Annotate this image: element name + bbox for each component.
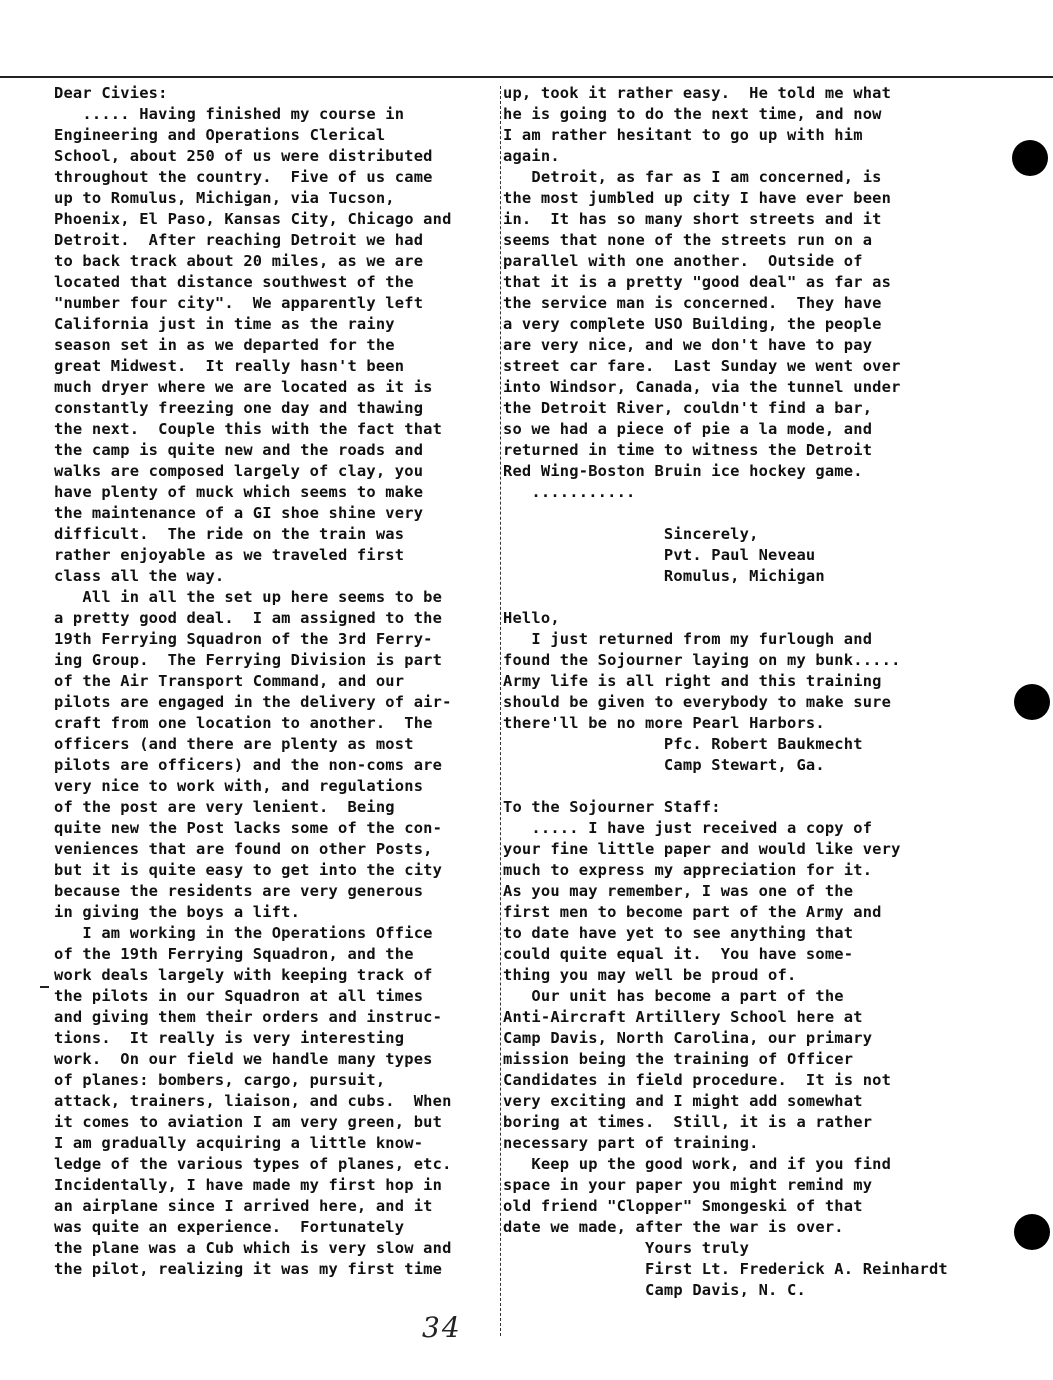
left-column-line: very nice to work with, and regulations <box>54 777 424 795</box>
left-column-line: Dear Civies: <box>54 84 168 102</box>
right-column-line: Camp Davis, North Carolina, our primary <box>503 1029 873 1047</box>
left-column-line: the maintenance of a GI shoe shine very <box>54 504 424 522</box>
left-column-line: of the 19th Ferrying Squadron, and the <box>54 945 414 963</box>
right-column-line: are very nice, and we don't have to pay <box>503 336 873 354</box>
right-column-line: Camp Stewart, Ga. <box>503 756 825 774</box>
left-column-line: craft from one location to another. The <box>54 714 433 732</box>
right-column-line: to date have yet to see anything that <box>503 924 854 942</box>
left-column-line: constantly freezing one day and thawing <box>54 399 424 417</box>
left-column-line: 19th Ferrying Squadron of the 3rd Ferry- <box>54 630 433 648</box>
right-column-line: Sincerely, <box>503 525 759 543</box>
right-column-line: he is going to do the next time, and now <box>503 105 882 123</box>
left-column-line: a pretty good deal. I am assigned to the <box>54 609 443 627</box>
page-top-edge <box>0 76 1053 78</box>
right-column-line: space in your paper you might remind my <box>503 1176 873 1194</box>
punch-hole-bottom <box>1014 1214 1050 1250</box>
right-column-line: Red Wing-Boston Bruin ice hockey game. <box>503 462 863 480</box>
left-column-line: Phoenix, El Paso, Kansas City, Chicago and <box>54 210 452 228</box>
left-column-line: of planes: bombers, cargo, pursuit, <box>54 1071 386 1089</box>
right-column-line: Keep up the good work, and if you find <box>503 1155 892 1173</box>
right-column-line: Army life is all right and this training <box>503 672 882 690</box>
right-column-line: Romulus, Michigan <box>503 567 825 585</box>
left-column-line: throughout the country. Five of us came <box>54 168 433 186</box>
left-column-line: of the Air Transport Command, and our <box>54 672 405 690</box>
left-column-line: pilots are officers) and the non-coms are <box>54 756 443 774</box>
right-column-line: in. It has so many short streets and it <box>503 210 882 228</box>
right-column-line: First Lt. Frederick A. Reinhardt <box>503 1260 948 1278</box>
left-column-line: attack, trainers, liaison, and cubs. When <box>54 1092 452 1110</box>
right-column-line: Yours truly <box>503 1239 750 1257</box>
left-column-line: but it is quite easy to get into the city <box>54 861 443 879</box>
left-column-line: because the residents are very generous <box>54 882 424 900</box>
left-column-line: work deals largely with keeping track of <box>54 966 433 984</box>
left-column-line: walks are composed largely of clay, you <box>54 462 424 480</box>
left-column-line: it comes to aviation I am very green, but <box>54 1113 443 1131</box>
left-column-line: in giving the boys a lift. <box>54 903 301 921</box>
right-column-line: To the Sojourner Staff: <box>503 798 721 816</box>
left-column-line: the next. Couple this with the fact that <box>54 420 443 438</box>
left-column-line: great Midwest. It really hasn't been <box>54 357 405 375</box>
left-column-line: All in all the set up here seems to be <box>54 588 443 606</box>
left-column-line: up to Romulus, Michigan, via Tucson, <box>54 189 395 207</box>
left-column-line: officers (and there are plenty as most <box>54 735 414 753</box>
left-column-line: quite new the Post lacks some of the con- <box>54 819 443 837</box>
right-column-line: seems that none of the streets run on a <box>503 231 873 249</box>
right-column-line: Candidates in field procedure. It is not <box>503 1071 892 1089</box>
left-column-line: California just in time as the rainy <box>54 315 395 333</box>
punch-hole-top <box>1012 140 1048 176</box>
right-column-line: into Windsor, Canada, via the tunnel under <box>503 378 901 396</box>
right-column-line: could quite equal it. You have some- <box>503 945 854 963</box>
letter-column-left <box>54 83 499 1280</box>
right-column-line: so we had a piece of pie a la mode, and <box>503 420 873 438</box>
page-number: 34 <box>422 1311 462 1344</box>
right-column-line: boring at times. Still, it is a rather <box>503 1113 873 1131</box>
left-column-line: and giving them their orders and instruc- <box>54 1008 443 1026</box>
left-column-line: veniences that are found on other Posts, <box>54 840 433 858</box>
left-column-line: an airplane since I arrived here, and it <box>54 1197 433 1215</box>
right-column-line: As you may remember, I was one of the <box>503 882 854 900</box>
right-column-line: date we made, after the war is over. <box>503 1218 844 1236</box>
right-column-line: should be given to everybody to make sure <box>503 693 892 711</box>
right-column-line: a very complete USO Building, the people <box>503 315 882 333</box>
left-column-line: pilots are engaged in the delivery of air- <box>54 693 452 711</box>
right-column-line: the Detroit River, couldn't find a bar, <box>503 399 873 417</box>
right-column-line: Hello, <box>503 609 560 627</box>
right-column-line: first men to become part of the Army and <box>503 903 882 921</box>
left-column-line: "number four city". We apparently left <box>54 294 424 312</box>
left-column-line: was quite an experience. Fortunately <box>54 1218 405 1236</box>
left-column-line: I am working in the Operations Office <box>54 924 433 942</box>
right-column-line <box>503 776 958 797</box>
right-column-line: the most jumbled up city I have ever been <box>503 189 892 207</box>
right-column-line: found the Sojourner laying on my bunk..... <box>503 651 901 669</box>
right-column-line: Pfc. Robert Baukmecht <box>503 735 863 753</box>
left-column-line: Detroit. After reaching Detroit we had <box>54 231 424 249</box>
margin-tick-mark <box>40 986 49 988</box>
left-column-line: rather enjoyable as we traveled first <box>54 546 405 564</box>
right-column-line: very exciting and I might add somewhat <box>503 1092 863 1110</box>
right-column-line: returned in time to witness the Detroit <box>503 441 873 459</box>
left-column-line: difficult. The ride on the train was <box>54 525 405 543</box>
right-column-line: ..... I have just received a copy of <box>503 819 873 837</box>
left-column-line: Engineering and Operations Clerical <box>54 126 386 144</box>
right-column-line: Camp Davis, N. C. <box>503 1281 806 1299</box>
left-column-line: of the post are very lenient. Being <box>54 798 395 816</box>
right-column-line <box>503 503 958 524</box>
right-column-line: up, took it rather easy. He told me what <box>503 84 892 102</box>
left-column-line: Incidentally, I have made my first hop in <box>54 1176 443 1194</box>
right-column-line: I just returned from my furlough and <box>503 630 873 648</box>
right-column-line: necessary part of training. <box>503 1134 759 1152</box>
left-column-line: much dryer where we are located as it is <box>54 378 433 396</box>
left-column-line: season set in as we departed for the <box>54 336 395 354</box>
left-column-line: tions. It really is very interesting <box>54 1029 405 1047</box>
right-column-line: street car fare. Last Sunday we went over <box>503 357 901 375</box>
right-column-line: your fine little paper and would like very <box>503 840 901 858</box>
right-column-line: Detroit, as far as I am concerned, is <box>503 168 882 186</box>
right-column-line: much to express my appreciation for it. <box>503 861 873 879</box>
right-column-line: mission being the training of Officer <box>503 1050 854 1068</box>
letter-column-right <box>503 83 958 1301</box>
right-column-line: parallel with one another. Outside of <box>503 252 863 270</box>
right-column-line <box>503 587 958 608</box>
right-column-line: Pvt. Paul Neveau <box>503 546 816 564</box>
left-column-line: I am gradually acquiring a little know- <box>54 1134 424 1152</box>
left-column-line: the pilots in our Squadron at all times <box>54 987 424 1005</box>
right-column-line: old friend "Clopper" Smongeski of that <box>503 1197 863 1215</box>
left-column-line: the plane was a Cub which is very slow and <box>54 1239 452 1257</box>
left-column-line: located that distance southwest of the <box>54 273 414 291</box>
right-column-line: there'll be no more Pearl Harbors. <box>503 714 825 732</box>
left-column-line: to back track about 20 miles, as we are <box>54 252 424 270</box>
left-column-line: ledge of the various types of planes, etc. <box>54 1155 452 1173</box>
right-column-line: ........... <box>503 483 636 501</box>
left-column-line: the camp is quite new and the roads and <box>54 441 424 459</box>
right-column-line: that it is a pretty "good deal" as far as <box>503 273 892 291</box>
punch-hole-middle <box>1014 684 1050 720</box>
column-divider <box>500 86 501 1336</box>
left-column-line: have plenty of muck which seems to make <box>54 483 424 501</box>
right-column-line: I am rather hesitant to go up with him <box>503 126 863 144</box>
right-column-line: the service man is concerned. They have <box>503 294 882 312</box>
left-column-line: work. On our field we handle many types <box>54 1050 433 1068</box>
right-column-line: Our unit has become a part of the <box>503 987 844 1005</box>
left-column-line: ..... Having finished my course in <box>54 105 405 123</box>
right-column-line: thing you may well be proud of. <box>503 966 797 984</box>
right-column-line: Anti-Aircraft Artillery School here at <box>503 1008 863 1026</box>
left-column-line: class all the way. <box>54 567 225 585</box>
left-column-line: School, about 250 of us were distributed <box>54 147 433 165</box>
left-column-line: ing Group. The Ferrying Division is part <box>54 651 443 669</box>
right-column-line: again. <box>503 147 560 165</box>
left-column-line: the pilot, realizing it was my first time <box>54 1260 443 1278</box>
